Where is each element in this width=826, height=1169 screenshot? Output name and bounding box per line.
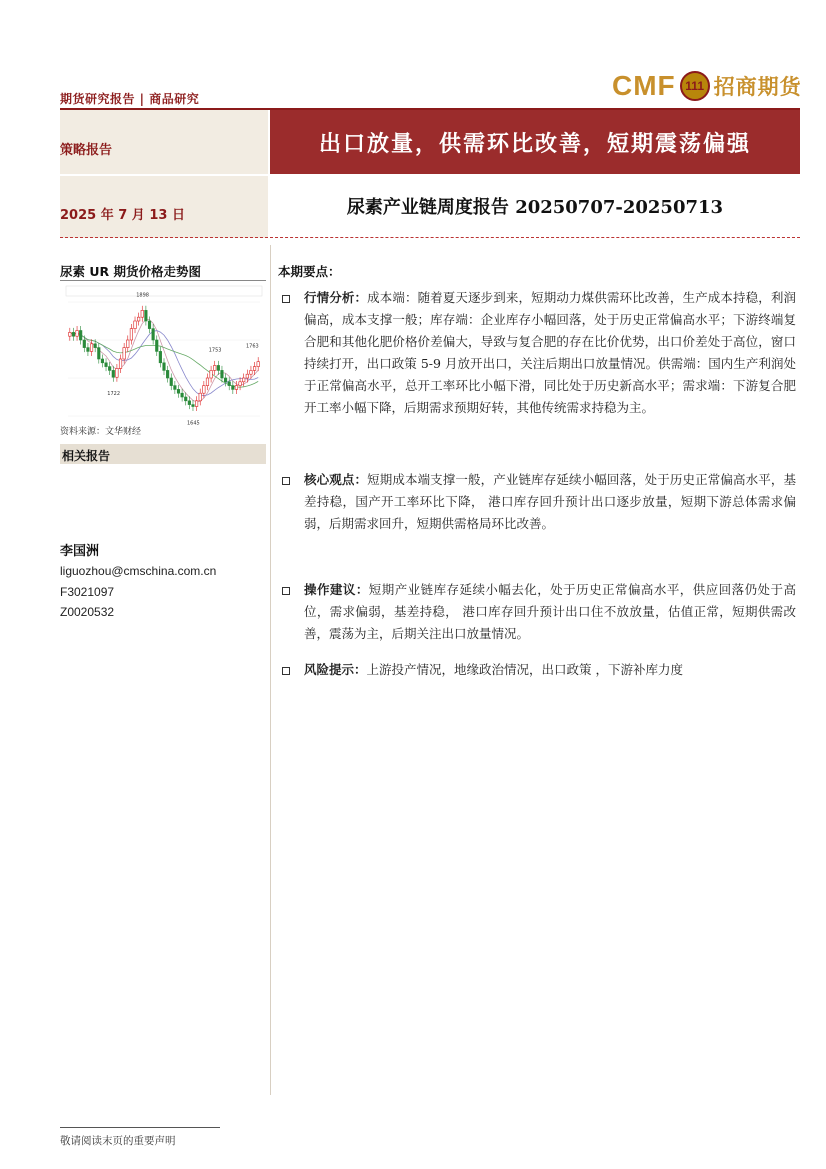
- candle-body: [145, 310, 148, 321]
- related-reports-heading: 相关报告: [62, 449, 111, 463]
- key-point-label: 行情分析：: [304, 290, 368, 305]
- logo-cn-text: 招商期货: [713, 75, 802, 99]
- author-email[interactable]: liguozhou@cmschina.com.cn: [60, 564, 217, 578]
- candle-body: [108, 367, 111, 371]
- candle-body: [137, 317, 140, 321]
- candle-body: [224, 378, 227, 382]
- candle-body: [123, 348, 126, 359]
- footer-divider: [60, 1127, 220, 1128]
- key-points-heading: 本期要点：: [278, 264, 341, 279]
- candle-body: [242, 378, 245, 382]
- key-point-text: 成本端：随着夏天逐步到来，短期动力煤供需环比改善，生产成本持稳，利润偏高，成本支撑一般；库存端：企业库存小幅回落，处于历史正常偏高水平；下游终端复合肥和其他化肥价格价差偏大，导致与复合肥的存在比价优势，出口价差处于高位，窗口持续打开，出口政策 5-9 月放开出口，关注后期出口放量情况。供需端：国内生产利润处于正常偏高水平，总开工率环比小幅下滑，同比处于历史新高水平；需求端：下游复合肥开工率小幅下降，后期需求预期好转，其他传统需求持稳为主。: [304, 290, 796, 415]
- candle-body: [112, 370, 115, 377]
- report-subtitle: 尿素产业链周度报告 20250707-20250713: [346, 197, 724, 218]
- candle-body: [188, 401, 191, 405]
- candle-body: [250, 370, 253, 374]
- candle-body: [98, 348, 101, 359]
- candle-body: [195, 401, 198, 407]
- key-point-market-analysis: [304, 287, 796, 419]
- checkbox-bullet-icon: [282, 587, 290, 595]
- report-title: 出口放量，供需环比改善，短期震荡偏强: [318, 130, 751, 157]
- candle-body: [90, 344, 93, 352]
- candle-body: [213, 365, 216, 370]
- candle-body: [210, 370, 213, 378]
- key-point-label: 操作建议：: [304, 582, 369, 597]
- candle-body: [221, 370, 224, 378]
- license-number-1: F3021097: [60, 585, 115, 599]
- checkbox-bullet-icon: [282, 295, 290, 303]
- license-number-2: Z0020532: [60, 605, 115, 619]
- candle-body: [148, 321, 151, 329]
- candle-body: [94, 344, 97, 348]
- candle-body: [101, 359, 104, 363]
- chart-annotation-label: 1763: [246, 343, 259, 350]
- key-point-label: 核心观点：: [304, 472, 368, 487]
- key-point-text: 短期成本端支撑一般，产业链库存延续小幅回落，处于历史正常偏高水平，基差持稳，国产开工率环比下降， 港口库存回升预计出口逐步放量，短期下游总体需求偏弱，后期需求回升，短期供需格局环比改善。: [304, 472, 796, 531]
- report-type: 策略报告: [60, 143, 113, 158]
- key-point-core-view: [304, 469, 796, 535]
- candle-body: [134, 321, 137, 329]
- candle-body: [246, 374, 249, 378]
- candle-body: [152, 329, 155, 340]
- chart-annotation-label: 1898: [136, 292, 149, 299]
- candle-body: [119, 359, 122, 369]
- key-point-text: 短期产业链库存延续小幅去化，处于历史正常偏高水平，供应回落仍处于高位，需求偏弱，基差持稳， 港口库存回升预计出口住不放放量，估值正常，短期供需改善，震荡为主，后期关注出口放量情况。: [304, 582, 796, 641]
- candle-body: [203, 386, 206, 394]
- candle-body: [235, 386, 238, 390]
- candle-body: [199, 393, 202, 401]
- logo-text: CMF: [612, 70, 676, 101]
- candle-body: [130, 329, 133, 340]
- candle-body: [232, 386, 235, 390]
- price-chart: [62, 284, 266, 427]
- candle-body: [257, 362, 260, 367]
- candle-body: [166, 370, 169, 378]
- checkbox-bullet-icon: [282, 477, 290, 485]
- candle-body: [159, 351, 162, 362]
- candle-body: [141, 310, 144, 317]
- candle-body: [69, 332, 72, 336]
- chart-annotation-label: 1645: [186, 420, 200, 427]
- key-point-label: 风险提示：: [304, 662, 367, 677]
- column-divider: [270, 245, 271, 1095]
- candle-body: [206, 378, 209, 386]
- chart-annotation-label: 1722: [107, 391, 121, 398]
- candle-body: [184, 397, 187, 401]
- key-point-operation-advice: [304, 579, 796, 645]
- candle-body: [72, 332, 75, 336]
- report-category: 期货研究报告 | 商品研究: [60, 92, 200, 106]
- candle-body: [177, 389, 180, 393]
- candle-body: [174, 386, 177, 390]
- candle-body: [87, 348, 90, 352]
- candle-body: [170, 378, 173, 386]
- chart-title: 尿素 UR 期货价格走势图: [60, 264, 201, 279]
- candle-body: [116, 369, 119, 378]
- logo-emblem-icon: 111: [680, 71, 710, 101]
- key-point-risk: [304, 659, 796, 681]
- candle-body: [79, 331, 82, 341]
- chart-title-underline: [60, 280, 266, 281]
- footer-note: 敬请阅读末页的重要声明: [60, 1135, 176, 1147]
- subtitle-divider-left: [60, 237, 268, 238]
- author-name: 李国洲: [60, 544, 100, 559]
- candle-body: [239, 382, 242, 386]
- candle-body: [155, 340, 158, 351]
- checkbox-bullet-icon: [282, 667, 290, 675]
- chart-annotation-label: 1753: [208, 347, 222, 354]
- candle-body: [76, 331, 79, 337]
- candle-body: [83, 340, 86, 348]
- company-logo: [612, 68, 802, 104]
- candle-body: [181, 393, 184, 397]
- chart-source: 资料来源：文华财经: [60, 427, 142, 437]
- report-date: 2025 年 7 月 13 日: [60, 208, 185, 223]
- candle-body: [105, 363, 108, 367]
- key-point-text: 上游投产情况，地缘政治情况，出口政策 ，下游补库力度: [366, 662, 683, 677]
- candle-body: [192, 405, 195, 407]
- candle-body: [127, 340, 130, 348]
- candle-body: [228, 382, 231, 386]
- candle-body: [163, 363, 166, 371]
- candle-body: [253, 367, 256, 371]
- candle-body: [217, 365, 220, 370]
- subtitle-divider: [270, 237, 800, 238]
